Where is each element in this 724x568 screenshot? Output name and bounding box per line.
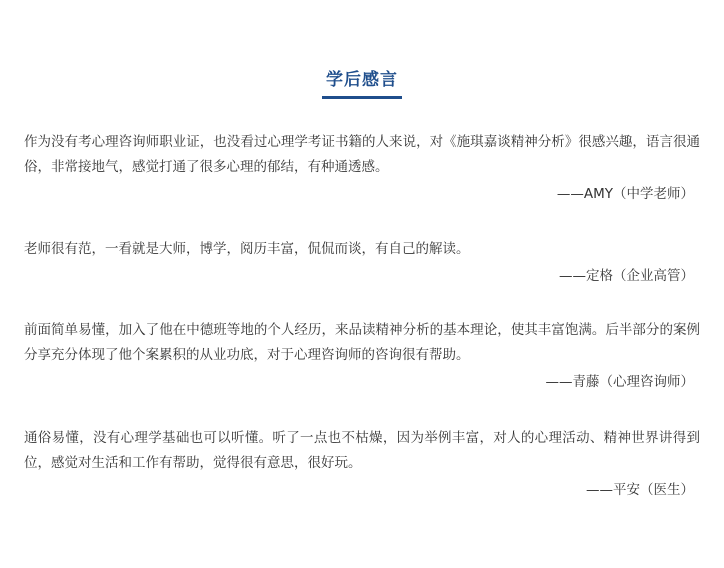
review-text: 前面简单易懂，加入了他在中德班等地的个人经历，来品读精神分析的基本理论，使其丰富饱满。后半部分的案例分享充分体现了他个案累积的从业功底，对于心理咨询师的咨询很有帮助。 [24, 322, 700, 363]
review-text: 老师很有范，一看就是大师，博学，阅历丰富，侃侃而谈，有自己的解读。 [24, 241, 470, 257]
review-text: 通俗易懂，没有心理学基础也可以听懂。听了一点也不枯燥，因为举例丰富，对人的心理活动、精神世界讲得到位，感觉对生活和工作有帮助，觉得很有意思，很好玩。 [24, 430, 700, 471]
review-author: ——定格（企业高管） [559, 268, 694, 284]
review-item [24, 237, 700, 289]
review-author: ——AMY（中学老师） [556, 186, 694, 202]
review-author: ——平安（医生） [586, 482, 694, 498]
review-item [24, 318, 700, 395]
page-title: 学后感言 [322, 68, 402, 99]
title-section [0, 68, 724, 99]
review-item [24, 426, 700, 503]
review-author: ——青藤（心理咨询师） [545, 374, 694, 390]
review-text: 作为没有考心理咨询师职业证，也没看过心理学考证书籍的人来说，对《施琪嘉谈精神分析》很感兴趣，语言很通俗，非常接地气，感觉打通了很多心理的郁结，有种通透感。 [24, 134, 700, 175]
review-item [24, 130, 700, 207]
